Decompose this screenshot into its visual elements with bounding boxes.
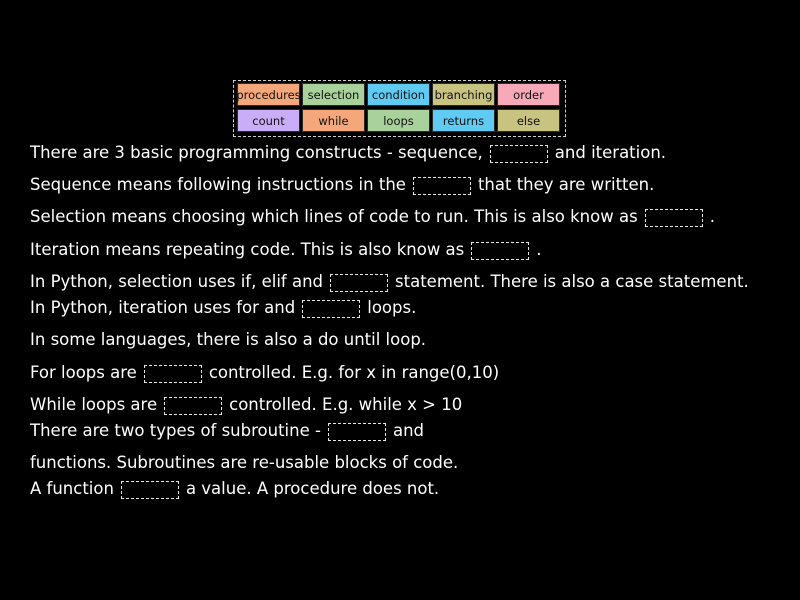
sentence-8 bbox=[30, 363, 499, 383]
sentence-11 bbox=[30, 453, 458, 473]
sentence-text: a value. A procedure does not. bbox=[185, 479, 440, 498]
sentence-text: and bbox=[392, 421, 424, 440]
sentence-5 bbox=[30, 272, 749, 292]
sentence-text: functions. Subroutines are re-usable blocks of code. bbox=[30, 453, 459, 472]
sentence-6 bbox=[30, 298, 416, 318]
sentence-text: There are two types of subroutine - bbox=[30, 421, 321, 440]
answer-blank[interactable] bbox=[471, 242, 529, 260]
sentence-text: . bbox=[709, 207, 715, 226]
word-tile-procedures[interactable]: procedures bbox=[237, 83, 300, 106]
answer-blank[interactable] bbox=[328, 423, 386, 441]
word-tile-else[interactable]: else bbox=[497, 109, 560, 132]
word-tile-while[interactable]: while bbox=[302, 109, 365, 132]
word-tile-count[interactable]: count bbox=[237, 109, 300, 132]
sentence-text: While loops are bbox=[30, 395, 158, 414]
answer-blank[interactable] bbox=[490, 145, 548, 163]
sentence-text: A function bbox=[30, 479, 114, 498]
sentence-text: . bbox=[536, 240, 542, 259]
sentence-text: In Python, iteration uses for and bbox=[30, 298, 296, 317]
word-tile-loops[interactable]: loops bbox=[367, 109, 430, 132]
word-tile-returns[interactable]: returns bbox=[432, 109, 495, 132]
sentence-10 bbox=[30, 421, 424, 441]
sentence-3 bbox=[30, 207, 715, 227]
sentence-text: statement. There is also a case statement. bbox=[395, 272, 749, 291]
answer-blank[interactable] bbox=[413, 177, 471, 195]
sentence-text: There are 3 basic programming constructs - sequence, bbox=[30, 143, 483, 162]
answer-blank[interactable] bbox=[144, 365, 202, 383]
answer-blank[interactable] bbox=[121, 481, 179, 499]
sentence-1 bbox=[30, 143, 666, 163]
sentence-text: that they are written. bbox=[477, 175, 655, 194]
answer-blank[interactable] bbox=[164, 397, 222, 415]
sentence-9 bbox=[30, 395, 462, 415]
word-tile-selection[interactable]: selection bbox=[302, 83, 365, 106]
sentence-4 bbox=[30, 240, 542, 260]
sentence-text: In Python, selection uses if, elif and bbox=[30, 272, 324, 291]
sentence-text: In some languages, there is also a do until loop. bbox=[30, 330, 427, 349]
sentence-text: and iteration. bbox=[554, 143, 667, 162]
sentence-text: controlled. E.g. for x in range(0,10) bbox=[208, 363, 500, 382]
sentence-12 bbox=[30, 479, 439, 499]
word-tile-condition[interactable]: condition bbox=[367, 83, 430, 106]
answer-blank[interactable] bbox=[302, 300, 360, 318]
sentence-text: For loops are bbox=[30, 363, 137, 382]
word-tile-branching[interactable]: branching bbox=[432, 83, 495, 106]
sentence-2 bbox=[30, 175, 654, 195]
sentence-text: loops. bbox=[367, 298, 417, 317]
sentence-text: Iteration means repeating code. This is also know as bbox=[30, 240, 465, 259]
sentence-text: Sequence means following instructions in the bbox=[30, 175, 406, 194]
word-tile-order[interactable]: order bbox=[497, 83, 560, 106]
sentence-7 bbox=[30, 330, 426, 350]
sentence-text: controlled. E.g. while x > 10 bbox=[229, 395, 463, 414]
answer-blank[interactable] bbox=[330, 274, 388, 292]
answer-blank[interactable] bbox=[645, 209, 703, 227]
sentence-text: Selection means choosing which lines of code to run. This is also know as bbox=[30, 207, 638, 226]
